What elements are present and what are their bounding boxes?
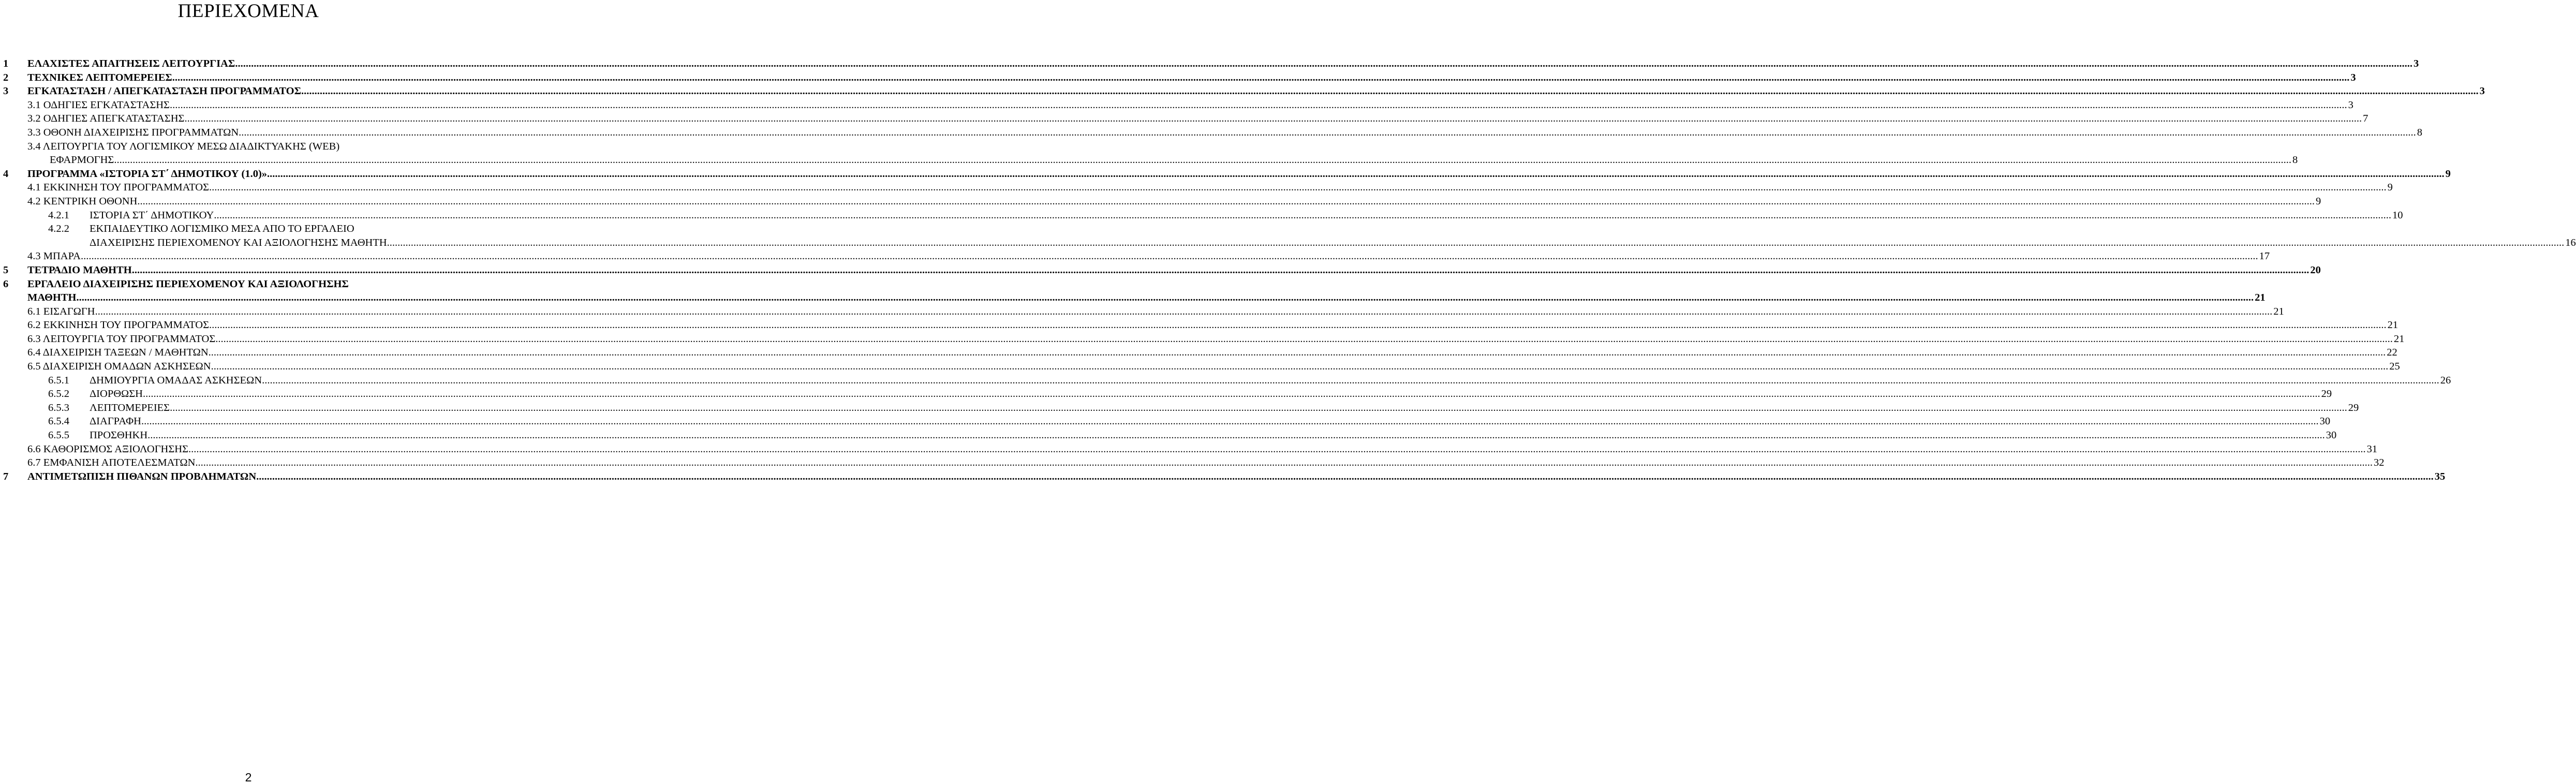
toc-entry-number: 6: [3, 278, 9, 290]
dot-leader: [211, 360, 2389, 374]
dot-leader: [132, 263, 2309, 277]
dot-leader: [141, 415, 2319, 428]
toc-entry-subtitle: ΠΡΟΣΘΗΚΗ: [90, 430, 148, 441]
toc-entry-title: 3.4 ΛΕΙΤΟΥΡΓΙΑ ΤΟΥ ΛΟΓΙΣΜΙΚΟΥ ΜΕΣΩ ΔΙΑΔΙΚΤΥΑΚΗΣ (WEB): [27, 140, 340, 152]
toc-entry-title: ΑΝΤΙΜΕΤΩΠΙΣΗ ΠΙΘΑΝΩΝ ΠΡΟΒΛΗΜΑΤΩΝ: [27, 470, 257, 482]
toc-entry-number: 3: [3, 85, 9, 97]
toc-entry[interactable]: [0, 442, 2378, 456]
toc-entry-title: ΕΛΑΧΙΣΤΕΣ ΑΠΑΙΤΗΣΕΙΣ ΛΕΙΤΟΥΡΓΙΑΣ: [27, 58, 235, 69]
toc-entry-title: 6.1 ΕΙΣΑΓΩΓΗ: [27, 305, 95, 317]
toc-entry-page: 3: [2348, 99, 2353, 111]
toc-entry[interactable]: [0, 360, 2400, 374]
toc-entry-title: ΕΓΚΑΤΑΣΤΑΣΗ / ΑΠΕΓΚΑΤΑΣΤΑΣΗ ΠΡΟΓΡΑΜΜΑΤΟΣ: [27, 85, 302, 97]
toc-entry-title: 3.1 ΟΔΗΓΙΕΣ ΕΓΚΑΤΑΣΤΑΣΗΣ: [27, 99, 170, 111]
toc-entry-title: 4.3 ΜΠΑΡΑ: [27, 250, 81, 262]
toc-entry-page: 17: [2259, 250, 2270, 262]
toc-entry-title: 6.5.1: [48, 374, 69, 386]
dot-leader: [215, 332, 2393, 346]
toc-entry-title: 6.5.5: [48, 430, 69, 441]
toc-entry-title: 6.5.2: [48, 388, 69, 400]
toc-entry-title: ΜΑΘΗΤΗ: [27, 292, 77, 304]
toc-entry-title: 6.2 ΕΚΚΙΝΗΣΗ ΤΟΥ ΠΡΟΓΡΑΜΜΑΤΟΣ: [27, 319, 210, 331]
toc-entry[interactable]: [0, 263, 2321, 277]
toc-entry-title: 6.6 ΚΑΘΟΡΙΣΜΟΣ ΑΞΙΟΛΟΓΗΣΗΣ: [27, 443, 189, 455]
dot-leader: [209, 318, 2387, 332]
dot-leader: [209, 346, 2386, 360]
toc-entry-page: 16: [2565, 236, 2576, 248]
toc-entry[interactable]: [0, 470, 2446, 484]
toc-entry-page: 21: [2273, 305, 2284, 317]
toc-entry-page: 9: [2445, 168, 2451, 180]
toc-entry-page: 29: [2321, 388, 2332, 400]
toc-entry[interactable]: [0, 415, 2331, 428]
toc-entry-page: 9: [2387, 182, 2393, 194]
dot-leader: [214, 209, 2391, 223]
dot-leader: [170, 98, 2347, 112]
toc-entry-page: 21: [2387, 319, 2399, 331]
toc-entry-title: ΠΡΟΓΡΑΜΜΑ «ΙΣΤΟΡΙΑ ΣΤ΄ ΔΗΜΟΤΙΚΟΥ (1.0)»: [27, 168, 268, 180]
toc-entry-page: 8: [2292, 154, 2298, 166]
toc-entry-number: 7: [3, 470, 9, 482]
toc-entry-subtitle: ΙΣΤΟΡΙΑ ΣΤ΄ ΔΗΜΟΤΙΚΟΥ: [90, 209, 214, 221]
toc-entry-page: 3: [2413, 58, 2419, 69]
toc-entry[interactable]: [0, 428, 2337, 442]
toc-entry[interactable]: [0, 387, 2332, 401]
dot-leader: [387, 236, 2565, 250]
toc-entry[interactable]: [0, 318, 2399, 332]
toc-entry-page: 32: [2374, 457, 2385, 469]
toc-entry[interactable]: [0, 401, 2359, 415]
toc-entry-page: 31: [2366, 443, 2378, 455]
toc-entry-title: ΔΙΑΧΕΙΡΙΣΗΣ ΠΕΡΙΕΧΟΜΕΝΟΥ ΚΑΙ ΑΞΙΟΛΟΓΗΣΗΣ ΜΑΘΗΤΗ: [90, 236, 387, 248]
toc-entry[interactable]: [0, 209, 2403, 223]
dot-leader: [147, 428, 2325, 442]
toc-entry-title: 6.5 ΔΙΑΧΕΙΡΙΣΗ ΟΜΑΔΩΝ ΑΣΚΗΣΕΩΝ: [27, 361, 211, 373]
dot-leader: [95, 305, 2273, 319]
toc-entry-page: 25: [2389, 361, 2400, 373]
toc-entry[interactable]: [0, 305, 2284, 319]
toc-entry-number: 5: [3, 264, 9, 276]
toc-entry-title: 6.5.4: [48, 416, 69, 427]
toc-entry[interactable]: [0, 140, 497, 154]
toc-entry[interactable]: [0, 249, 2270, 263]
dot-leader: [267, 167, 2445, 181]
page-number: 2: [245, 771, 252, 784]
dot-leader: [137, 195, 2315, 209]
toc-entry[interactable]: [0, 181, 2393, 195]
toc-entry-subtitle: ΕΚΠΑΙΔΕΥΤΙΚΟ ΛΟΓΙΣΜΙΚΟ ΜΕΣΑ ΑΠΟ ΤΟ ΕΡΓΑΛΕΙΟ: [90, 223, 354, 235]
toc-entry-title: 4.2 ΚΕΝΤΡΙΚΗ ΟΘΟΝΗ: [27, 195, 138, 207]
toc-entry[interactable]: [0, 277, 497, 291]
toc-entry[interactable]: [0, 84, 2485, 98]
toc-entry-page: 29: [2348, 402, 2359, 413]
toc-entry[interactable]: [0, 153, 2298, 167]
toc-entry-subtitle: ΔΗΜΙΟΥΡΓΙΑ ΟΜΑΔΑΣ ΑΣΚΗΣΕΩΝ: [90, 374, 262, 386]
toc-entry-title: ΤΕΧΝΙΚΕΣ ΛΕΠΤΟΜΕΡΕΙΕΣ: [27, 71, 172, 83]
dot-leader: [262, 374, 2439, 388]
dot-leader: [172, 71, 2350, 85]
toc-entry[interactable]: [0, 112, 2368, 126]
dot-leader: [76, 291, 2254, 305]
toc-entry-subtitle: ΔΙΑΓΡΑΦΗ: [90, 416, 141, 427]
toc-entry-page: 7: [2363, 113, 2368, 125]
toc-entry[interactable]: [0, 71, 2356, 85]
dot-leader: [256, 470, 2434, 484]
toc-entry-number: 4: [3, 168, 9, 180]
toc-entry-page: 22: [2387, 347, 2397, 359]
dot-leader: [235, 57, 2412, 71]
toc-entry-title: 6.5.3: [48, 402, 69, 413]
toc-entry-page: 30: [2326, 430, 2337, 441]
table-of-contents: [0, 57, 2576, 483]
toc-entry[interactable]: [0, 57, 2419, 71]
toc-entry-title: 6.4 ΔΙΑΧΕΙΡΙΣΗ ΤΑΞΕΩΝ / ΜΑΘΗΤΩΝ: [27, 347, 209, 359]
toc-entry-title: 4.1 ΕΚΚΙΝΗΣΗ ΤΟΥ ΠΡΟΓΡΑΜΜΑΤΟΣ: [27, 182, 210, 194]
page-title: ΠΕΡΙΕΧΟΜΕΝΑ: [177, 1, 319, 22]
toc-entry[interactable]: [0, 195, 2321, 209]
toc-entry[interactable]: [0, 236, 2576, 250]
toc-entry[interactable]: [0, 222, 497, 236]
toc-entry-title: 4.2.2: [48, 223, 69, 235]
toc-entry[interactable]: [0, 346, 2397, 360]
toc-entry-page: 3: [2350, 71, 2356, 83]
toc-entry-number: 2: [3, 71, 9, 83]
toc-entry[interactable]: [0, 374, 2451, 388]
toc-entry-page: 10: [2392, 209, 2403, 221]
toc-entry-page: 20: [2310, 264, 2321, 276]
toc-entry[interactable]: [0, 167, 2451, 181]
toc-entry-title: 6.7 ΕΜΦΑΝΙΣΗ ΑΠΟΤΕΛΕΣΜΑΤΩΝ: [27, 457, 196, 469]
toc-entry[interactable]: [0, 98, 2353, 112]
toc-entry-page: 26: [2440, 374, 2451, 386]
dot-leader: [209, 181, 2387, 195]
dot-leader: [170, 401, 2347, 415]
dot-leader: [301, 84, 2479, 98]
toc-entry-title: 4.2.1: [48, 209, 69, 221]
toc-entry-page: 8: [2417, 126, 2423, 138]
toc-entry[interactable]: [0, 126, 2423, 140]
dot-leader: [195, 456, 2373, 470]
dot-leader: [184, 112, 2362, 126]
toc-entry-page: 35: [2434, 470, 2446, 482]
toc-entry-page: 3: [2479, 85, 2485, 97]
toc-entry-subtitle: ΛΕΠΤΟΜΕΡΕΙΕΣ: [90, 402, 170, 413]
toc-entry-page: 21: [2393, 333, 2405, 345]
dot-leader: [239, 126, 2416, 140]
toc-entry-title: 6.3 ΛΕΙΤΟΥΡΓΙΑ ΤΟΥ ΠΡΟΓΡΑΜΜΑΤΟΣ: [27, 333, 216, 345]
toc-entry-number: 1: [3, 58, 9, 69]
toc-entry[interactable]: [0, 332, 2405, 346]
toc-entry-title: ΕΡΓΑΛΕΙΟ ΔΙΑΧΕΙΡΙΣΗΣ ΠΕΡΙΕΧΟΜΕΝΟΥ ΚΑΙ ΑΞΙΟΛΟΓΗΣΗΣ: [27, 278, 349, 290]
dot-leader: [188, 442, 2366, 456]
toc-entry-title: 3.2 ΟΔΗΓΙΕΣ ΑΠΕΓΚΑΤΑΣΤΑΣΗΣ: [27, 113, 185, 125]
toc-entry-title: ΕΦΑΡΜΟΓΗΣ: [50, 154, 114, 166]
dot-leader: [114, 153, 2291, 167]
dot-leader: [143, 387, 2320, 401]
toc-entry-subtitle: ΔΙΟΡΘΩΣΗ: [90, 388, 143, 400]
toc-entry-page: 30: [2319, 416, 2331, 427]
toc-entry-title: 3.3 ΟΘΟΝΗ ΔΙΑΧΕΙΡΙΣΗΣ ΠΡΟΓΡΑΜΜΑΤΩΝ: [27, 126, 239, 138]
toc-entry-title: ΤΕΤΡΑΔΙΟ ΜΑΘΗΤΗ: [27, 264, 132, 276]
toc-entry[interactable]: [0, 291, 2266, 305]
toc-entry-page: 9: [2316, 195, 2321, 207]
toc-entry-page: 21: [2255, 292, 2266, 304]
dot-leader: [81, 249, 2258, 263]
toc-entry[interactable]: [0, 456, 2385, 470]
